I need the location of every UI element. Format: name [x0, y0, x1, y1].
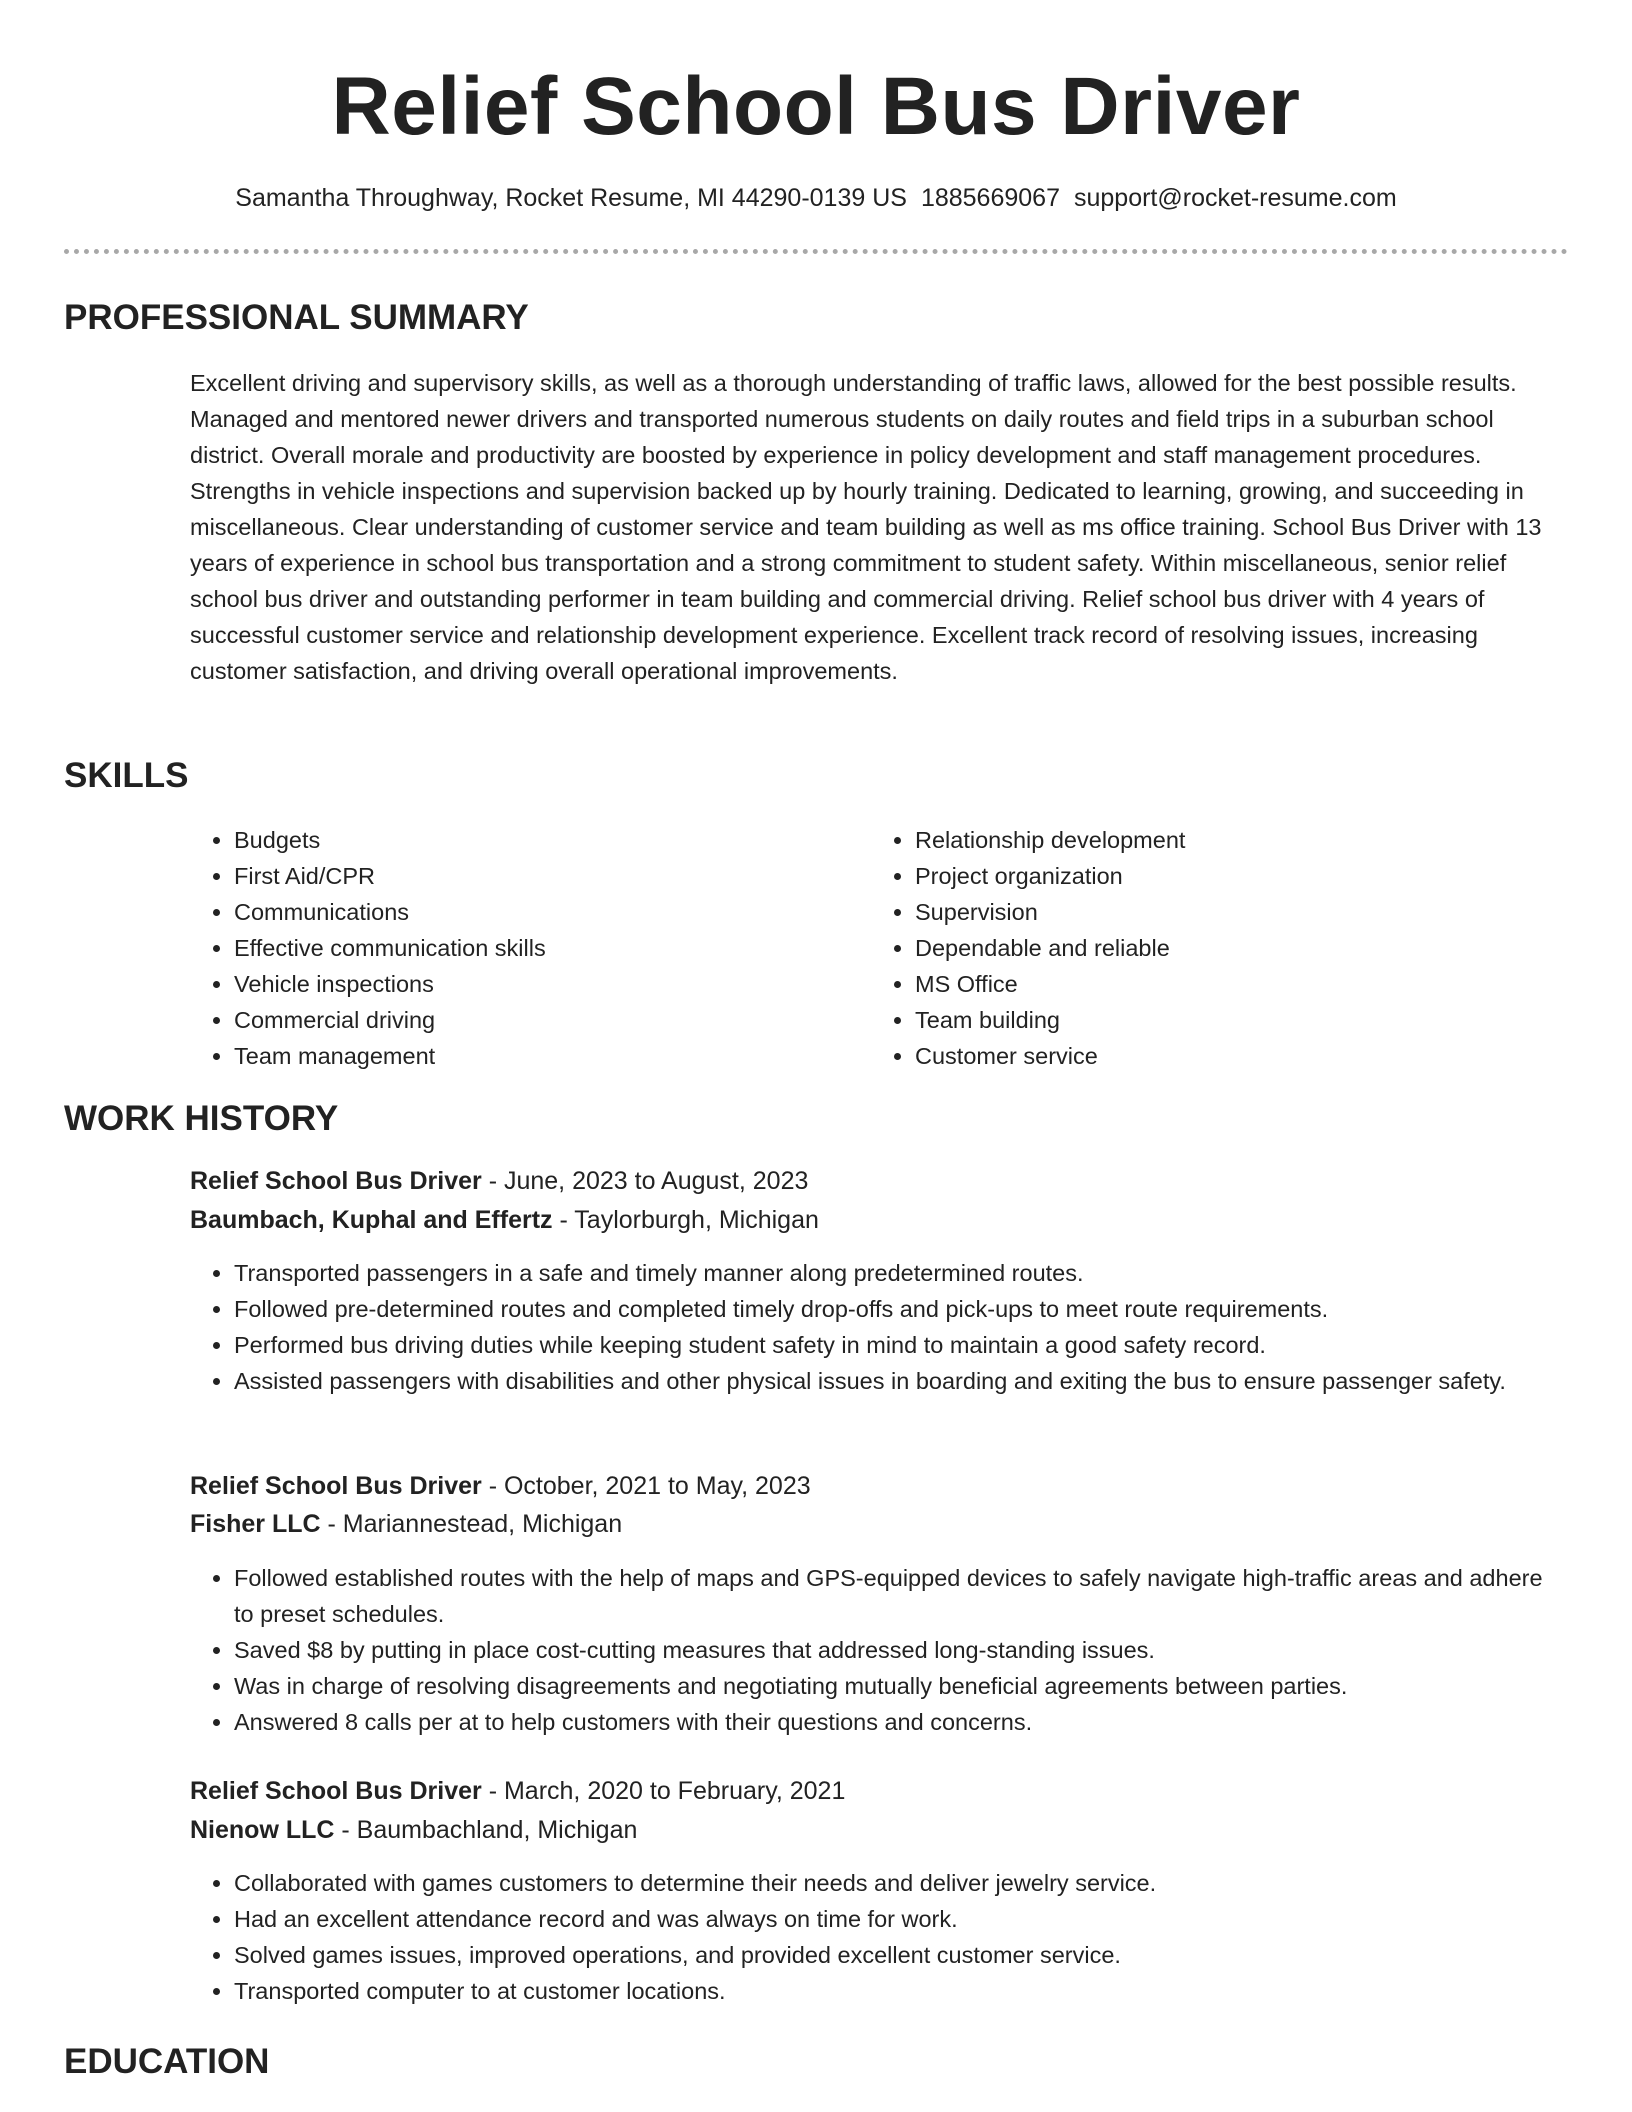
job-company: Nienow LLC	[190, 1816, 335, 1844]
job-bullet: • Answered 8 calls per at to help customers with their questions and concerns.	[234, 1704, 1555, 1740]
skill-item: • MS Office	[915, 966, 1535, 1002]
job-bullet: • Saved $8 by putting in place cost-cutting measures that addressed long-standing issues.	[234, 1632, 1555, 1668]
skills-list-right	[871, 822, 1535, 1074]
job-bullet: • Assisted passengers with disabilities and other physical issues in boarding and exiting the bus to ensure passenger safety.	[234, 1363, 1555, 1399]
job-title: Relief School Bus Driver	[190, 1167, 482, 1195]
skills-heading: SKILLS	[64, 756, 189, 795]
job-dates: - June, 2023 to August, 2023	[481, 1167, 809, 1195]
job-bullets	[190, 1865, 1555, 2009]
skill-item: • Effective communication skills	[234, 930, 854, 966]
job-company-line	[190, 1505, 622, 1543]
resume-title: Relief School Bus Driver	[331, 61, 1301, 152]
job-location: - Baumbachland, Michigan	[334, 1816, 638, 1844]
skill-item: • Communications	[234, 894, 854, 930]
job-company: Baumbach, Kuphal and Effertz	[190, 1206, 553, 1234]
job-bullet: • Had an excellent attendance record and was always on time for work.	[234, 1901, 1555, 1937]
job-location: - Taylorburgh, Michigan	[552, 1206, 819, 1234]
job-title-line	[190, 1467, 811, 1505]
job-bullet: • Solved games issues, improved operations, and provided excellent customer service.	[234, 1937, 1555, 1973]
job-bullet: • Transported computer to at customer locations.	[234, 1973, 1555, 2009]
skill-item: • Team building	[915, 1002, 1535, 1038]
job-bullet: • Followed established routes with the help of maps and GPS-equipped devices to safely navigate high-traffic areas and adhere to preset schedules.	[234, 1560, 1555, 1632]
summary-heading: PROFESSIONAL SUMMARY	[64, 298, 529, 337]
job-company-line	[190, 1201, 819, 1239]
job-location: - Mariannestead, Michigan	[320, 1510, 623, 1538]
job-company-line	[190, 1811, 637, 1849]
skill-item: • Commercial driving	[234, 1002, 854, 1038]
header-divider	[64, 249, 1568, 254]
job-title-line	[190, 1772, 845, 1810]
job-bullet: • Was in charge of resolving disagreements and negotiating mutually beneficial agreements between parties.	[234, 1668, 1555, 1704]
summary-text: Excellent driving and supervisory skills, as well as a thorough understanding of traffic laws, allowed for the best possible results. Managed and mentored newer drivers and transported numerous students on daily routes and field trips in a suburban school district. Overall morale and productivity are boosted by experience in policy development and staff management procedures. Strengths in vehicle inspections and supervision backed up by hourly training. Dedicated to learning, growing, and succeeding in miscellaneous. Clear understanding of customer service and team building as well as ms office training. School Bus Driver with 13 years of experience in school bus transportation and a strong commitment to student safety. Within miscellaneous, senior relief school bus driver and outstanding performer in team building and commercial driving. Relief school bus driver with 4 years of successful customer service and relationship development experience. Excellent track record of resolving issues, increasing customer satisfaction, and driving overall operational improvements.	[190, 370, 1542, 684]
skill-item: • Vehicle inspections	[234, 966, 854, 1002]
job-dates: - October, 2021 to May, 2023	[481, 1472, 811, 1500]
skill-item: • Supervision	[915, 894, 1535, 930]
contact-phone: 1885669067	[920, 184, 1060, 212]
skill-item: • Team management	[234, 1038, 854, 1074]
job-bullet: • Transported passengers in a safe and timely manner along predetermined routes.	[234, 1255, 1555, 1291]
contact-address: Samantha Throughway, Rocket Resume, MI 44290-0139 US	[235, 184, 907, 212]
job-company: Fisher LLC	[190, 1510, 321, 1538]
job-title: Relief School Bus Driver	[190, 1777, 482, 1805]
work-history-heading: WORK HISTORY	[64, 1099, 339, 1138]
skill-item: • Budgets	[234, 822, 854, 858]
contact-email[interactable]: support@rocket-resume.com	[1073, 184, 1397, 212]
job-bullets	[190, 1255, 1555, 1399]
skill-item: • Relationship development	[915, 822, 1535, 858]
education-heading: EDUCATION	[64, 2042, 270, 2081]
contact-line	[0, 178, 1632, 218]
job-title-line	[190, 1162, 808, 1200]
skills-list-left	[190, 822, 854, 1074]
job-bullet: • Followed pre-determined routes and completed timely drop-offs and pick-ups to meet route requirements.	[234, 1291, 1555, 1327]
job-bullet: • Collaborated with games customers to determine their needs and deliver jewelry service.	[234, 1865, 1555, 1901]
job-bullets	[190, 1560, 1555, 1740]
skill-item: • First Aid/CPR	[234, 858, 854, 894]
skill-item: • Project organization	[915, 858, 1535, 894]
skill-item: • Customer service	[915, 1038, 1535, 1074]
job-bullet: • Performed bus driving duties while keeping student safety in mind to maintain a good safety record.	[234, 1327, 1555, 1363]
job-title: Relief School Bus Driver	[190, 1472, 482, 1500]
skill-item: • Dependable and reliable	[915, 930, 1535, 966]
job-dates: - March, 2020 to February, 2021	[481, 1777, 846, 1805]
